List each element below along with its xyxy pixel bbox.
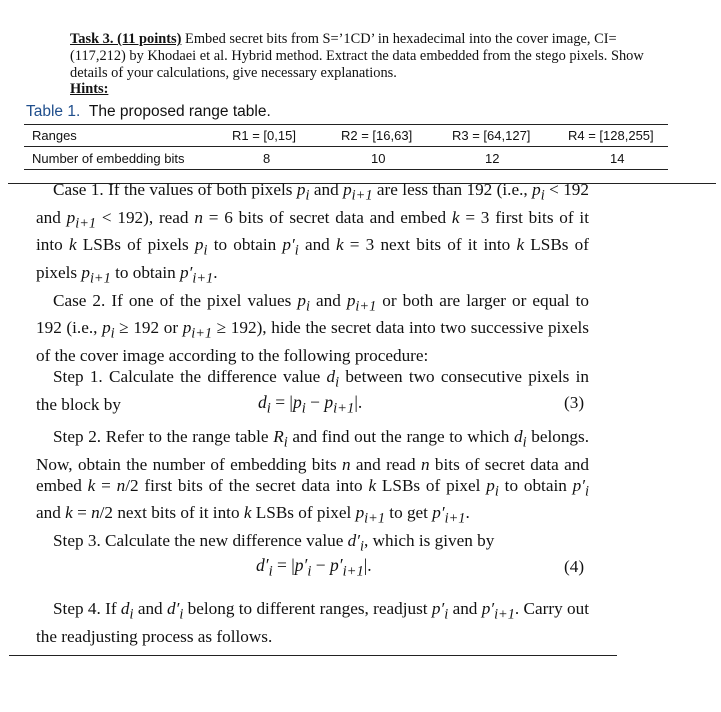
case1-paragraph: Case 1. If the values of both pixels $p_i$ and $p_{i+1}$ are less than 192 (i.e., $p_i < 192$ and $p_{i+1} < 192$), read n = 6 bits of secret data and embed k = 3 first bits of it into k LSBs of pixels $p_i$ to obtain $p'_i$ and k = 3 next bits of it into k LSBs of pixels $p_{i+1}$ to obtain $p'_{i+1}$. (36, 180, 589, 287)
table-bits-3: 12 (485, 151, 500, 166)
step1-paragraph: Step 1. Calculate the difference value $d_i$ between two consecutive pixels in the block by (36, 367, 589, 414)
table-row-bits: Number of embedding bits (32, 151, 185, 166)
task-intro: Embed secret bits from S=’1CD’ in hexadecimal into the cover image, CI=(117,212) by Khodaei et al. Hybrid method. Extract the data embedded from the stego pixels. Show details of your calculations, give necessary explanations. (70, 31, 644, 81)
cases-block (36, 179, 589, 415)
steps-2-3-block (36, 426, 589, 558)
equation-4-number: (4) (564, 557, 585, 576)
step4-block (36, 598, 589, 647)
step2-paragraph: Step 2. Refer to the range table $R_i$ and find out the range to which $d_i$ belongs. Now, obtain the number of embedding bits n and read n bits of secret data and embed k = n/2 first bits of the secret data into k LSBs of pixel $p_i$ to obtain $p'_i$ and k = n/2 next bits of it into k LSBs of pixel $p_{i+1}$ to get $p'_{i+1}$. (36, 427, 589, 527)
table-range-4: R4 = [128,255] (568, 128, 654, 143)
step4-paragraph: Step 4. If $d_i$ and $d'_i$ belong to different ranges, readjust $p'_i$ and $p'_{i+1}$. Carry out the readjusting process as follows. (36, 599, 589, 646)
table-row-header: Ranges (32, 128, 77, 143)
table-top-rule (24, 124, 668, 125)
task-title: Task 3. (11 points) (70, 31, 182, 47)
equation-3: $d_i = |p_i - p_{i+1}|$. (258, 392, 363, 417)
equation-3-number: (3) (564, 393, 585, 412)
table-range-3: R3 = [64,127] (452, 128, 531, 143)
table-bits-1: 8 (263, 151, 271, 166)
table-mid-rule (24, 146, 668, 147)
table-caption-label: Table 1. (26, 103, 81, 120)
table-caption-text: The proposed range table. (88, 103, 271, 120)
equation-4: $d'_i = |p'_i - p'_{i+1}|$. (256, 555, 372, 580)
table-range-2: R2 = [16,63] (341, 128, 413, 143)
table-bits-4: 14 (610, 151, 625, 166)
table-caption (26, 103, 271, 121)
step3-paragraph: Step 3. Calculate the new difference value $d'_i$, which is given by (53, 531, 495, 555)
section-divider-bottom (9, 655, 617, 656)
case2-paragraph: Case 2. If one of the pixel values $p_i$ and $p_{i+1}$ or both are larger or equal to 192 (i.e., $p_i \ge 192$ or $p_{i+1} \ge 192$), hide the secret data into two successive pixels of the cover image according to the following procedure: (36, 290, 589, 365)
table-bits-2: 10 (371, 151, 386, 166)
table-range-1: R1 = [0,15] (232, 128, 296, 143)
task-statement (70, 31, 670, 98)
hints-label: Hints: (70, 81, 109, 98)
table-bottom-rule (24, 169, 668, 170)
